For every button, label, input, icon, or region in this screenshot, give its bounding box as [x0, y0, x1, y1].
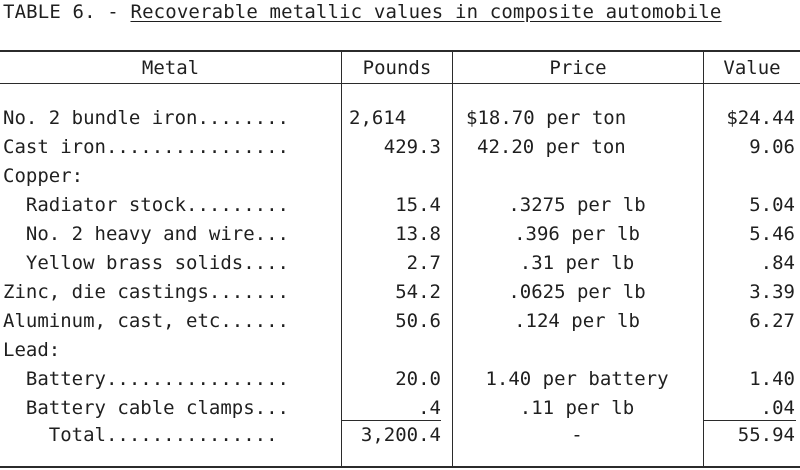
pounds-cell: 15.4 [395, 194, 441, 216]
table-caption [3, 0, 722, 24]
value-cell: 3.39 [749, 281, 795, 303]
pounds-cell: 20.0 [395, 368, 441, 390]
table-row [0, 307, 800, 336]
header-price: Price [549, 57, 607, 79]
header-value: Value [723, 57, 781, 79]
value-cell: 5.04 [749, 194, 795, 216]
price-cell: 42.20 per ton [477, 136, 626, 158]
table-row [0, 162, 800, 191]
price-cell: .11 per lb [519, 397, 635, 419]
price-cell: .0625 per lb [508, 281, 646, 303]
value-cell: 6.27 [749, 310, 795, 332]
table-row [0, 220, 800, 249]
caption-title: Recoverable metallic values in composite automobile [130, 1, 722, 23]
metal-cell: Zinc, die castings....... [3, 281, 289, 303]
caption-prefix: TABLE 6. - [3, 1, 131, 23]
metal-cell: No. 2 bundle iron........ [3, 107, 289, 129]
price-cell: .3275 per lb [508, 194, 646, 216]
pounds-cell: .4 [418, 397, 441, 419]
value-cell: .84 [760, 252, 795, 274]
metal-cell: Battery cable clamps... [3, 397, 289, 419]
header-metal: Metal [141, 57, 200, 79]
metal-cell: Battery................ [3, 368, 289, 390]
value-cell: 9.06 [749, 136, 795, 158]
pounds-cell: 3,200.4 [360, 424, 441, 446]
table-row [0, 191, 800, 220]
total-row [0, 421, 800, 450]
pounds-cell: 50.6 [395, 310, 441, 332]
pounds-cell: 429.3 [383, 136, 441, 158]
metal-cell: Copper: [3, 165, 84, 187]
price-cell: 1.40 per battery [485, 368, 669, 390]
price-cell: - [571, 424, 583, 446]
metal-cell: Aluminum, cast, etc...... [3, 310, 289, 332]
metal-cell: Yellow brass solids.... [3, 252, 289, 274]
price-cell: .124 per lb [514, 310, 640, 332]
value-cell: .04 [760, 397, 795, 419]
metal-cell: Total............... [3, 424, 278, 446]
table-row [0, 278, 800, 307]
metal-cell: No. 2 heavy and wire... [3, 223, 289, 245]
table-row [0, 365, 800, 394]
value-cell: 5.46 [749, 223, 795, 245]
value-cell: 1.40 [749, 368, 795, 390]
bottom-rule [0, 466, 800, 468]
pounds-cell: 13.8 [395, 223, 441, 245]
table-row [0, 336, 800, 365]
header-rule [0, 83, 800, 84]
pounds-cell: 2.7 [406, 252, 441, 274]
table-row [0, 249, 800, 278]
header-pounds: Pounds [362, 57, 432, 79]
price-cell: .31 per lb [519, 252, 635, 274]
table-row [0, 394, 800, 423]
metal-cell: Radiator stock......... [3, 194, 289, 216]
price-cell: $18.70 per ton [466, 107, 627, 129]
metal-cell: Cast iron................ [3, 136, 289, 158]
pounds-cell: 54.2 [395, 281, 441, 303]
value-cell: $24.44 [726, 107, 795, 129]
table-row [0, 104, 800, 133]
table-row [0, 133, 800, 162]
value-cell: 55.94 [737, 424, 795, 446]
price-cell: .396 per lb [514, 223, 640, 245]
pounds-cell: 2,614 [349, 107, 407, 129]
metal-cell: Lead: [3, 339, 61, 361]
top-rule [0, 50, 800, 52]
